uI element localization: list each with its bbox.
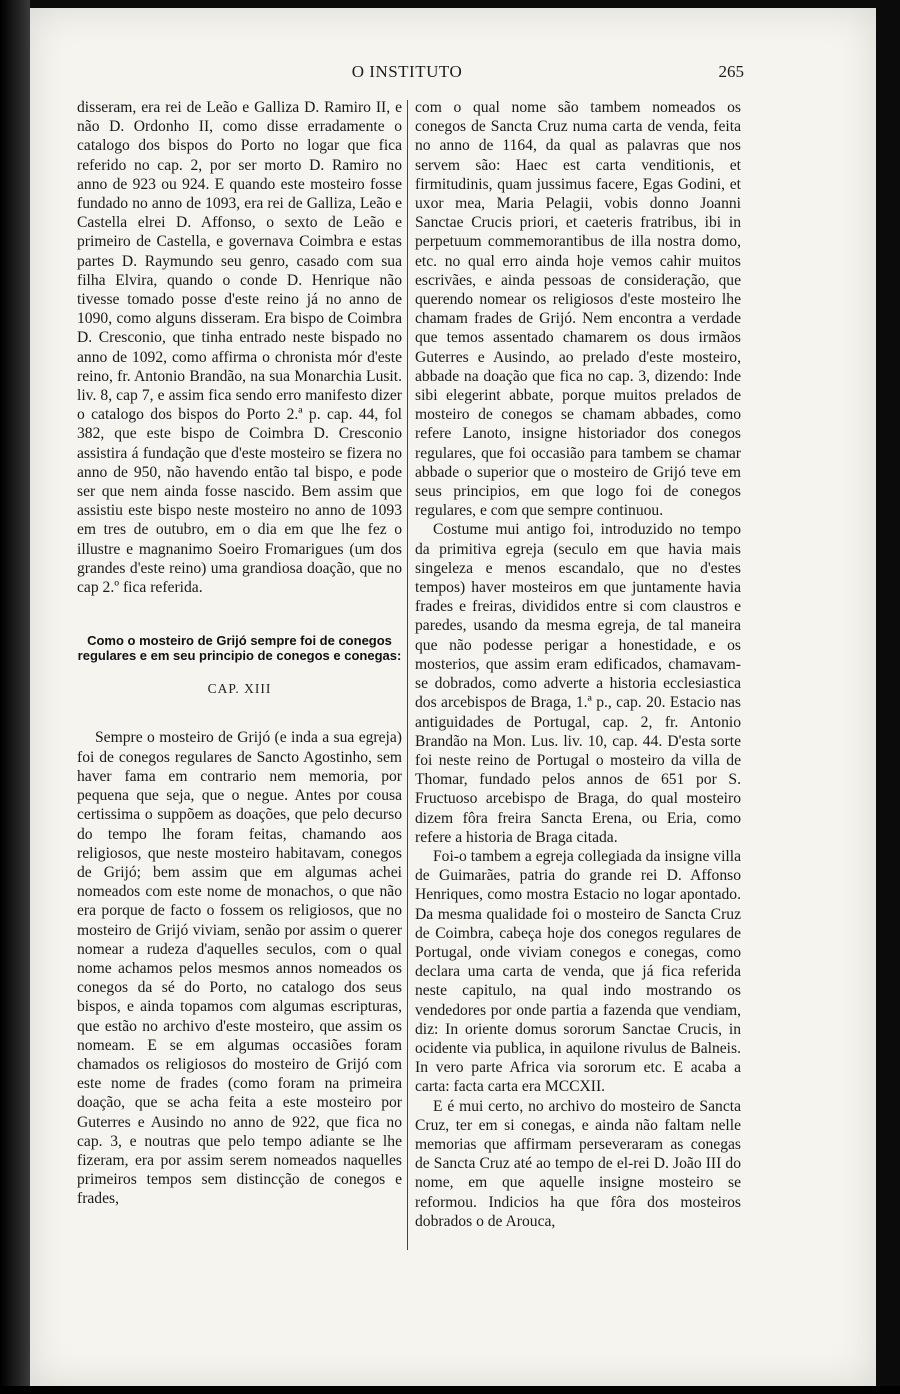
chapter-label: CAP. XIII [207, 681, 272, 697]
right-column [415, 98, 741, 1231]
journal-title: O INSTITUTO [351, 62, 463, 81]
paragraph: disseram, era rei de Leão e Galliza D. Ramiro II, e não D. Ordonho II, como disse erradamente o catalogo dos bispos do Porto no logar que fica referido no cap. 2, por ser morto D. Ramiro no anno de 923 ou 924. E quando este mosteiro fosse fundado no anno de 1093, era rei de Galliza, Leão e Castella elrei D. Affonso, o sexto de Leão e primeiro de Castella, e governava Coimbra e estas partes D. Raymundo seu genro, casado com sua filha Elvira, quando o conde D. Henrique não tivesse tomado posse d'este reino já no anno de 1090, como alguns disseram. Era bispo de Coimbra D. Cresconio, que tinha entrado neste bispado no anno de 1092, como affirma o chronista mór d'este reino, fr. Antonio Brandão, na sua Monarchia Lusit. liv. 8, cap 7, e assim fica sendo erro manifesto dizer o catalogo dos bispos do Porto 2.ª p. cap. 44, fol 382, que este bispo de Coimbra D. Cresconio assistira á fundação que d'este mosteiro se fizera no anno de 950, não havendo então tal bispo, e pode ser que nem ainda fosse nascido. Bem assim que assistiu este bispo neste mosteiro no anno de 1093 em tres de outubro, em o dia em que lhe fez o illustre e magnanimo Soeiro Fromarigues (um dos grandes d'este reino) uma grandiosa doação, que no cap 2.º fica referida. [77, 99, 402, 597]
left-column [77, 98, 402, 1209]
paragraph: com o qual nome são tambem nomeados os conegos de Sancta Cruz numa carta de venda, feita no anno de 1164, da qual as palavras que nos servem são: Haec est carta venditionis, et firmitudinis, quam jussimus facere, Egas Godini, et uxor mea, Maria Pelagii, vobis donno Joanni Sanctae Crucis priori, et caeteris fratribus, ibi in perpetuum commemorantibus de illa nostra domo, etc. no qual erro ainda hoje vemos cahir muitos escrivães, e ainda pessoas de consideração, que querendo nomear os religiosos d'este mosteiro lhe chamam frades de Grijó. Nem encontra a verdade que temos assentado chamarem os dous irmãos Guterres e Ausindo, ao prelado d'este mosteiro, abbade na doação que fica no cap. 3, dizendo: Inde sibi elegerint abbate, porque muitos prelados de mosteiro de conegos se chamam abbades, como refere Lanoto, insigne historiador dos conegos regulares, que foi occasião para tambem se chamar abbade o superior que o mosteiro de Grijó teve em seus principios, em que logo foi de conegos regulares, e com que sempre continuou. [415, 99, 741, 520]
paragraph: Foi-o tambem a egreja collegiada da insigne villa de Guimarães, patria do grande rei D. Affonso Henriques, como mostra Estacio no logar apontado. Da mesma qualidade foi o mosteiro de Sancta Cruz de Coimbra, cabeça hoje dos conegos regulares de Portugal, onde viviam conegos e conegas, como declara uma carta de venda, que já fica referida neste capitulo, na qual indo mostrando os vendedores por onde partia a fazenda que vendiam, diz: In oriente domus sororum Sanctae Crucis, in ocidente via publica, in aquilone rivulus de Balneis. In vero parte Africa via sororum etc. E acaba a carta: facta carta era MCCXII. [415, 847, 741, 1096]
paragraph: Sempre o mosteiro de Grijó (e inda a sua egreja) foi de conegos regulares de Sancto Agostinho, sem haver fama em contrario nem memoria, por pequena que seja, que o negue. Antes por cousa certissima o suppõem as doações, que pelo decurso do tempo lhe foram feitas, chamando aos religiosos, que neste mosteiro habitavam, conegos de Grijó; bem assim que em algumas achei nomeados com este nome de monachos, o que não era porque de facto o fossem os religiosos, que no mosteiro de Grijó viviam, senão por assim o querer nomear a rudeza d'aquelles seculos, com o qual nome achamos pelos mesmos annos nomeados os conegos da sé do Porto, no catalogo dos seus bispos, e ainda topamos com algumas escripturas, que estão no archivo d'este mosteiro, que assim os nomeam. E se em algumas occasiões foram chamados os religiosos do mosteiro de Grijó com este nome de frades (como foram na primeira doação, que se acha feita a este mosteiro por Guterres e Ausindo no anno de 922, que fica no cap. 3, e noutras que pelo tempo adiante se lhe fizeram, era por assim serem nomeados naquelles primeiros tempos sem distincção de conegos e frades, [77, 729, 402, 1208]
paragraph: Costume mui antigo foi, introduzido no tempo da primitiva egreja (seculo em que havia mais singeleza e menos escandalo, que no d'estes tempos) haver mosteiros em que juntamente havia frades e freiras, divididos entre si com claustros e paredes, usando da mesma egreja, de tal maneira que não podesse perigar a honestidade, e os mosterios, que assim eram edificados, chamavam-se dobrados, como adverte a historia ecclesiastica dos arcebispos de Braga, 1.ª p., cap. 20. Estacio nas antiguidades de Portugal, cap. 2, fr. Antonio Brandão na Mon. Lus. liv. 10, cap. 44. D'esta sorte foi neste reino de Portugal o mosteiro da villa de Thomar, fundado pelos annos de 651 por S. Fructuoso arcebispo de Braga, do qual mosteiro dizem fôra freira Sancta Erena, ou Eria, como refere a historia de Braga citada. [415, 521, 741, 846]
page-number: 265 [718, 62, 744, 81]
column-divider [407, 100, 408, 1250]
running-header [70, 62, 744, 86]
paragraph: E é mui certo, no archivo do mosteiro de Sancta Cruz, ter em si conegas, e ainda não faltam nelle memorias que affirmam perseveraram as conegas de Sancta Cruz até ao tempo de el-rei D. João III do nome, em que aquelle insigne mosteiro se reformou. Indicios ha que fôra dos mosteiros dobrados o de Arouca, [415, 1097, 741, 1230]
scan-edge-shadow [0, 0, 30, 1394]
section-heading: Como o mosteiro de Grijó sempre foi de conegos regulares e em seu principio de conegos e conegas: [77, 633, 402, 664]
scan-bottom-edge [0, 1386, 900, 1394]
